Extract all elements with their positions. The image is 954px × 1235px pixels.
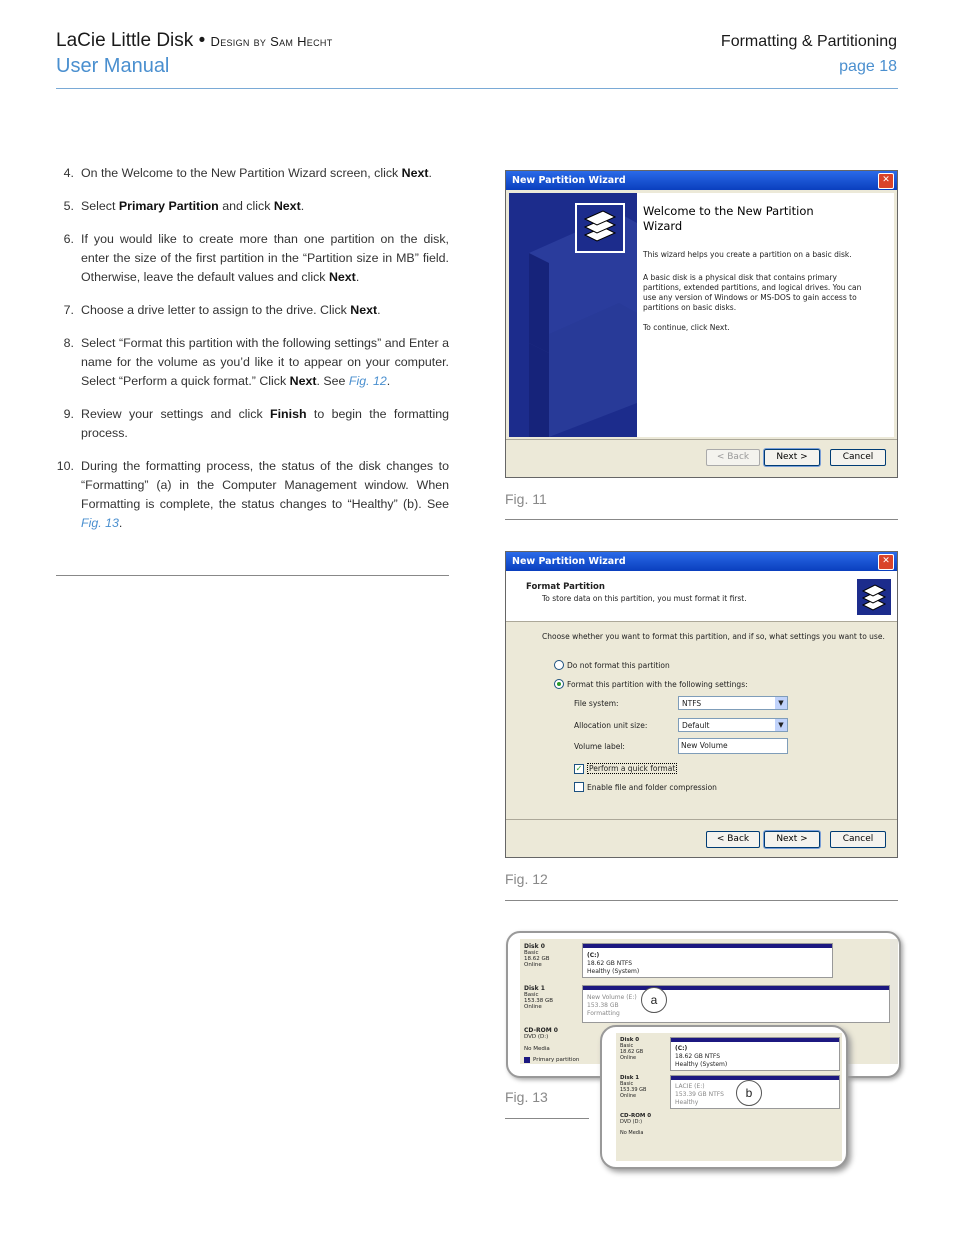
disk0-status: Online (620, 1055, 637, 1061)
partition-c-name: (C:) (587, 952, 600, 959)
step-item (56, 164, 449, 183)
button-separator (506, 819, 897, 820)
step-text: . See (316, 374, 349, 388)
close-icon[interactable]: ✕ (878, 173, 894, 189)
wizard-paragraph-3: To continue, click Next. (643, 323, 730, 332)
step-text: to begin the formatting process. (81, 407, 449, 440)
volume-label-label: Volume label: (574, 742, 625, 751)
step-item (56, 405, 449, 443)
disk-stack-icon (575, 203, 625, 253)
step-text: On the Welcome to the New Partition Wizard screen, click (81, 166, 402, 180)
caption-divider (505, 900, 898, 901)
step-text: . (428, 166, 432, 180)
step-number: 10. (56, 459, 74, 473)
partition-e-name: New Volume (E:) (587, 994, 637, 1001)
designer-credit: Design by Sam Hecht (210, 34, 333, 49)
wizard-header (506, 571, 897, 622)
partition-c-size: 18.62 GB NTFS (675, 1053, 721, 1060)
radio-selected[interactable] (554, 679, 564, 689)
disk0-size: 18.62 GB (524, 956, 550, 962)
step-number: 6. (63, 232, 74, 246)
step-emphasis: Next (273, 199, 301, 213)
partition-c-status: Healthy (System) (587, 968, 640, 975)
disk-stack-icon (857, 579, 891, 615)
disk1-size: 153.39 GB (620, 1087, 647, 1093)
wizard-heading: Welcome to the New Partition Wizard (643, 204, 814, 233)
step-number: 5. (63, 199, 74, 213)
compression-option[interactable] (574, 782, 717, 792)
cdrom-media: No Media (620, 1130, 644, 1136)
primary-partition-bar (583, 944, 832, 948)
step-text: Choose a drive letter to assign to the drive. Click (81, 303, 351, 317)
format-option-label: Format this partition with the following settings: (567, 679, 748, 689)
column-divider (56, 575, 449, 576)
cdrom-media: No Media (524, 1046, 550, 1052)
format-prompt: Choose whether you want to format this partition, and if so, what settings you want to use. (542, 632, 885, 641)
wizard-paragraph-2: A basic disk is a physical disk that contains primary partitions, extended partitions, and logical drives. You can use any version of Windows or MS-DOS to gain access to partitions on basic disks. (643, 273, 862, 312)
cdrom-info (524, 1027, 579, 1052)
step-text: Select “Format this partition with the following settings” and Enter a name for the volume as you’d like it to appear on your computer. Select “Perform a quick format.” Click (81, 336, 449, 388)
file-system-value: NTFS (682, 699, 702, 708)
window-titlebar (506, 171, 897, 190)
disk1-name: Disk 1 (524, 985, 545, 992)
page-number: page 18 (839, 58, 897, 75)
disk0-name: Disk 0 (620, 1037, 640, 1043)
step-number: 4. (63, 166, 74, 180)
partition-c[interactable] (582, 943, 833, 978)
legend (524, 1057, 579, 1063)
figure-reference-link[interactable]: Fig. 13 (81, 516, 119, 530)
step-number: 7. (63, 303, 74, 317)
step-text: and click (218, 199, 274, 213)
disk0-info (620, 1037, 668, 1061)
figure-reference-link[interactable]: Fig. 12 (348, 374, 387, 388)
product-name: LaCie Little Disk (56, 30, 194, 51)
step-text: . (386, 374, 391, 388)
partition-e-status: Formatting (587, 1010, 620, 1017)
step-text: Select (81, 199, 119, 213)
figure-caption: Fig. 13 (505, 1089, 548, 1105)
allocation-unit-value: Default (682, 721, 710, 730)
next-button[interactable]: Next > (764, 449, 820, 466)
file-system-label: File system: (574, 699, 619, 708)
partition-e-size: 153.38 GB (587, 1002, 619, 1009)
allocation-unit-label: Allocation unit size: (574, 721, 648, 730)
step-item (56, 301, 449, 320)
title-separator: • (198, 30, 206, 51)
volume-label-input[interactable]: New Volume (678, 738, 788, 754)
file-system-select[interactable] (678, 696, 788, 710)
no-format-option[interactable] (554, 660, 670, 670)
partition-c-name: (C:) (675, 1045, 688, 1052)
disk1-type: Basic (620, 1081, 634, 1087)
step-item (56, 334, 449, 391)
callout-b: b (736, 1080, 762, 1106)
manual-label: User Manual (56, 55, 170, 77)
step-number: 8. (63, 336, 74, 350)
legend-label: Primary partition (533, 1057, 580, 1063)
quick-format-label: Perform a quick format (589, 764, 676, 773)
step-heading: Format Partition (526, 582, 605, 592)
step-emphasis: Next (401, 166, 429, 180)
disk1-status: Online (620, 1093, 637, 1099)
caption-divider (505, 1118, 589, 1119)
disk0-type: Basic (620, 1043, 634, 1049)
format-option[interactable] (554, 679, 748, 689)
partition-c-status: Healthy (System) (675, 1061, 728, 1068)
disk0-name: Disk 0 (524, 943, 545, 950)
window-titlebar (506, 552, 897, 571)
quick-format-option[interactable] (574, 763, 677, 774)
close-icon[interactable]: ✕ (878, 554, 894, 570)
disk1-info (524, 985, 579, 1010)
step-text: . (355, 270, 360, 284)
step-text: . (118, 516, 123, 530)
figure-caption: Fig. 11 (505, 491, 547, 507)
back-button[interactable]: < Back (706, 449, 760, 466)
disk1-size: 153.38 GB (524, 998, 554, 1004)
step-emphasis: Next (328, 270, 356, 284)
format-partition-window (505, 551, 898, 858)
next-button[interactable]: Next > (764, 831, 820, 848)
cdrom-drive: DVD (D:) (524, 1034, 549, 1040)
cdrom-info (620, 1113, 668, 1136)
step-text: . (377, 303, 381, 317)
step-number: 9. (63, 407, 74, 421)
compression-label: Enable file and folder compression (587, 782, 717, 792)
checkbox-unchecked[interactable] (574, 782, 584, 792)
disk0-status: Online (524, 962, 542, 968)
step-emphasis: Next (350, 303, 378, 317)
cancel-button[interactable]: Cancel (830, 449, 886, 466)
disk1-type: Basic (524, 992, 539, 998)
disk0-info (524, 943, 579, 968)
step-emphasis: Next (289, 374, 317, 388)
primary-partition-bar (671, 1076, 839, 1080)
back-button[interactable]: < Back (706, 831, 760, 848)
step-text: If you would like to create more than one partition on the disk, enter the size of the first partition in the “Partition size in MB” field. Otherwise, leave the default values and click (81, 232, 449, 284)
step-text: . (300, 199, 305, 213)
section-title: Formatting & Partitioning (720, 33, 897, 50)
partition-e-formatting[interactable] (582, 985, 890, 1023)
wizard-banner (509, 193, 637, 437)
callout-a: a (641, 987, 667, 1013)
checkbox-checked[interactable]: ✓ (575, 763, 583, 773)
cancel-button[interactable]: Cancel (830, 831, 886, 848)
button-separator (506, 439, 897, 440)
primary-partition-bar (671, 1038, 839, 1042)
cdrom-drive: DVD (D:) (620, 1119, 643, 1125)
radio-unselected[interactable] (554, 660, 564, 670)
window-title: New Partition Wizard (512, 175, 626, 186)
disk1-name: Disk 1 (620, 1075, 640, 1081)
step-emphasis: Primary Partition (118, 199, 219, 213)
cdrom-name: CD-ROM 0 (524, 1027, 558, 1034)
step-item (56, 230, 449, 287)
wizard-paragraph-1: This wizard helps you create a partition on a basic disk. (643, 250, 852, 259)
document-title (56, 30, 333, 52)
disk-management-window-healthy (600, 1025, 848, 1169)
step-item (56, 197, 449, 216)
window-title: New Partition Wizard (512, 556, 626, 567)
step-item (56, 457, 449, 533)
disk-list (616, 1033, 842, 1161)
disk0-size: 18.62 GB (620, 1049, 644, 1055)
disk1-status: Online (524, 1004, 542, 1010)
legend-swatch (524, 1057, 530, 1063)
chevron-down-icon[interactable]: ▼ (775, 719, 787, 731)
primary-partition-bar (583, 986, 889, 990)
instruction-steps (56, 164, 449, 547)
partition-e-name: LACIE (E:) (675, 1083, 705, 1090)
chevron-down-icon[interactable]: ▼ (775, 697, 787, 709)
figure-caption: Fig. 12 (505, 871, 548, 887)
cdrom-name: CD-ROM 0 (620, 1113, 652, 1119)
disk1-info (620, 1075, 668, 1099)
step-text: Review your settings and click (81, 407, 271, 421)
step-text: During the formatting process, the status of the disk changes to “Formatting” (a) in the Computer Management window. When Formatting is complete, the status changes to “Healthy” (b). See (81, 459, 449, 511)
no-format-label: Do not format this partition (567, 660, 670, 670)
welcome-wizard-window (505, 170, 898, 478)
disk0-type: Basic (524, 950, 539, 956)
partition-e-status: Healthy (675, 1099, 699, 1106)
partition-c-size: 18.62 GB NTFS (587, 960, 633, 967)
partition-e-size: 153.39 GB NTFS (675, 1091, 724, 1098)
wizard-content (637, 193, 894, 437)
step-emphasis: Finish (270, 407, 307, 421)
caption-divider (505, 519, 898, 520)
scrollbar[interactable] (890, 939, 898, 1064)
step-subheading: To store data on this partition, you must format it first. (542, 594, 747, 603)
header-divider (56, 88, 898, 89)
allocation-unit-select[interactable] (678, 718, 788, 732)
partition-c[interactable] (670, 1037, 840, 1071)
